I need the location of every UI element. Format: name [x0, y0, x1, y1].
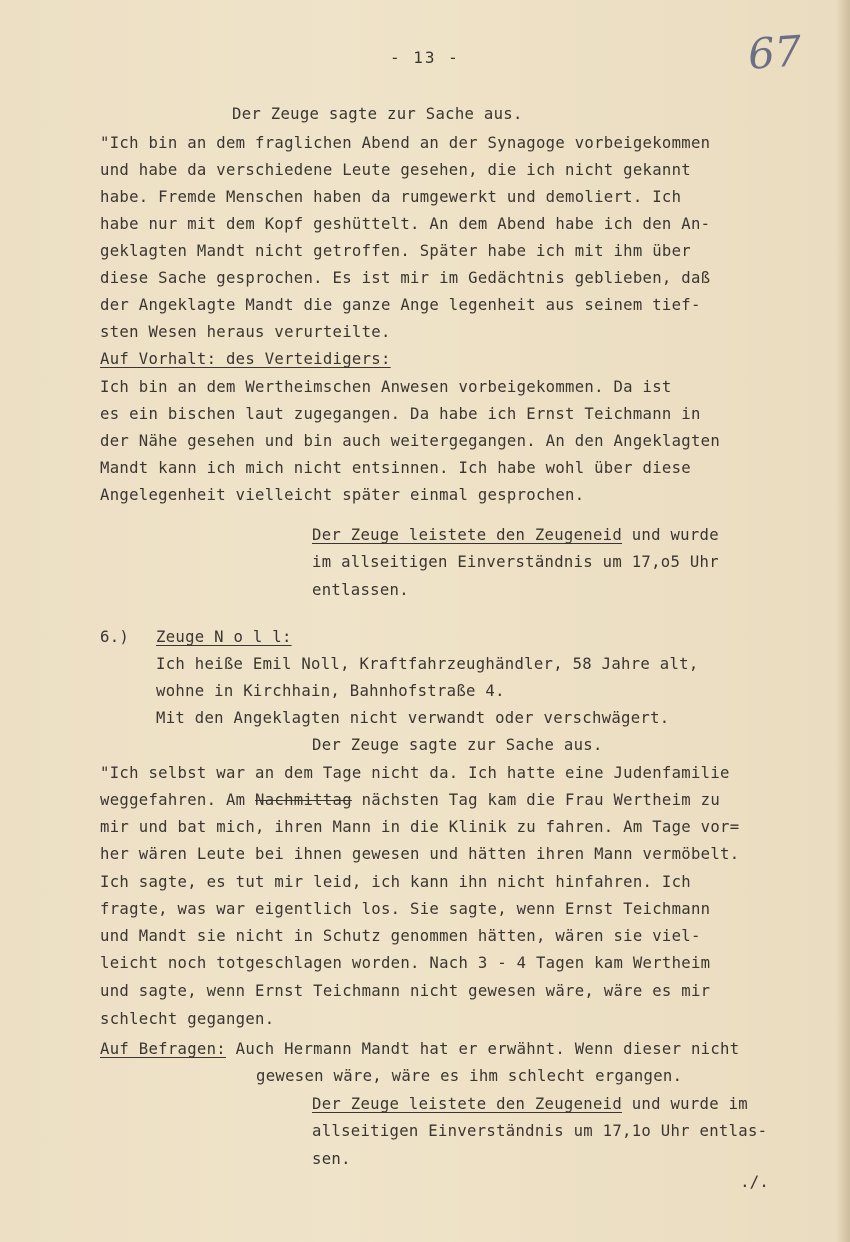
- text-line: und habe da verschiedene Leute gesehen, die ich nicht gekannt: [100, 161, 691, 179]
- text-line: "Ich bin an dem fraglichen Abend an der Synagoge vorbeigekommen: [100, 134, 711, 152]
- text-fragment: weggefahren. Am: [100, 791, 256, 809]
- text-line: her wären Leute bei ihnen gewesen und hätten ihren Mann vermöbelt.: [100, 845, 740, 863]
- text-line: und sagte, wenn Ernst Teichmann nicht gewesen wäre, wäre es mir: [100, 982, 711, 1000]
- text-line: sten Wesen heraus verurteilte.: [100, 323, 391, 341]
- text-line: Mit den Angeklagten nicht verwandt oder verschwägert.: [156, 709, 670, 727]
- text-line: schlecht gegangen.: [100, 1010, 275, 1028]
- oath-rest: und wurde: [622, 526, 719, 544]
- befragen-label: Auf Befragen:: [100, 1040, 226, 1058]
- befragen-line: [100, 1039, 739, 1059]
- page-number: - 13 -: [390, 48, 460, 67]
- text-line: diese Sache gesprochen. Es ist mir im Gedächtnis geblieben, daß: [100, 269, 711, 287]
- befragen-text: Auch Hermann Mandt hat er erwähnt. Wenn dieser nicht: [225, 1040, 740, 1058]
- text-line: im allseitigen Einverständnis um 17,o5 Uhr: [312, 553, 719, 571]
- continuation-mark: ./.: [740, 1172, 769, 1191]
- text-line: habe nur mit dem Kopf geshüttelt. An dem Abend habe ich den An-: [100, 215, 711, 233]
- oath-rest: und wurde im: [622, 1095, 748, 1113]
- text-line: Angelegenheit vielleicht später einmal gesprochen.: [100, 486, 585, 504]
- vorhalt-heading: Auf Vorhalt: des Verteidigers:: [100, 350, 391, 368]
- text-line: habe. Fremde Menschen haben da rumgewerkt und demoliert. Ich: [100, 188, 682, 206]
- witness5-statement-intro: Der Zeuge sagte zur Sache aus.: [232, 105, 523, 123]
- text-line: mir und bat mich, ihren Mann in die Klinik zu fahren. Am Tage vor=: [100, 818, 740, 836]
- text-line: geklagten Mandt nicht getroffen. Später habe ich mit ihm über: [100, 242, 691, 260]
- struck-word: Nachmittag: [255, 791, 352, 809]
- text-line: Ich heiße Emil Noll, Kraftfahrzeughändler, 58 Jahre alt,: [156, 655, 699, 673]
- text-line: es ein bischen laut zugegangen. Da habe ich Ernst Teichmann in: [100, 405, 701, 423]
- text-line: der Nähe gesehen und bin auch weitergegangen. An den Angeklagten: [100, 432, 721, 450]
- text-line: sen.: [312, 1150, 351, 1168]
- witness6-oath-line: [312, 1094, 748, 1114]
- text-line: und Mandt sie nicht in Schutz genommen hätten, wären sie viel-: [100, 927, 701, 945]
- text-line: der Angeklagte Mandt die ganze Ange legenheit aus seinem tief-: [100, 296, 701, 314]
- text-line: Ich sagte, es tut mir leid, ich kann ihn nicht hinfahren. Ich: [100, 873, 691, 891]
- text-line: "Ich selbst war an dem Tage nicht da. Ich hatte eine Judenfamilie: [100, 764, 730, 782]
- text-line-with-correction: [100, 790, 720, 810]
- oath-underlined: Der Zeuge leistete den Zeugeneid: [312, 526, 623, 544]
- text-line: leicht noch totgeschlagen worden. Nach 3 - 4 Tagen kam Wertheim: [100, 954, 711, 972]
- text-line: allseitigen Einverständnis um 17,1o Uhr entlas-: [312, 1122, 768, 1140]
- text-line: fragte, was war eigentlich los. Sie sagte, wenn Ernst Teichmann: [100, 900, 711, 918]
- witness6-statement-intro: Der Zeuge sagte zur Sache aus.: [312, 736, 603, 754]
- text-line: entlassen.: [312, 581, 409, 599]
- witness6-heading: Zeuge N o l l:: [156, 628, 292, 646]
- witness5-oath-line: [312, 525, 719, 545]
- handwritten-folio-number: 67: [746, 26, 804, 79]
- text-line: wohne in Kirchhain, Bahnhofstraße 4.: [156, 682, 505, 700]
- text-line: Mandt kann ich mich nicht entsinnen. Ich habe wohl über diese: [100, 459, 691, 477]
- text-line: Ich bin an dem Wertheimschen Anwesen vorbeigekommen. Da ist: [100, 378, 672, 396]
- witness6-number: 6.): [100, 628, 130, 646]
- oath-underlined: Der Zeuge leistete den Zeugeneid: [312, 1095, 623, 1113]
- text-line: gewesen wäre, wäre es ihm schlecht ergangen.: [256, 1067, 683, 1085]
- text-fragment: nächsten Tag kam die Frau Wertheim zu: [351, 791, 721, 809]
